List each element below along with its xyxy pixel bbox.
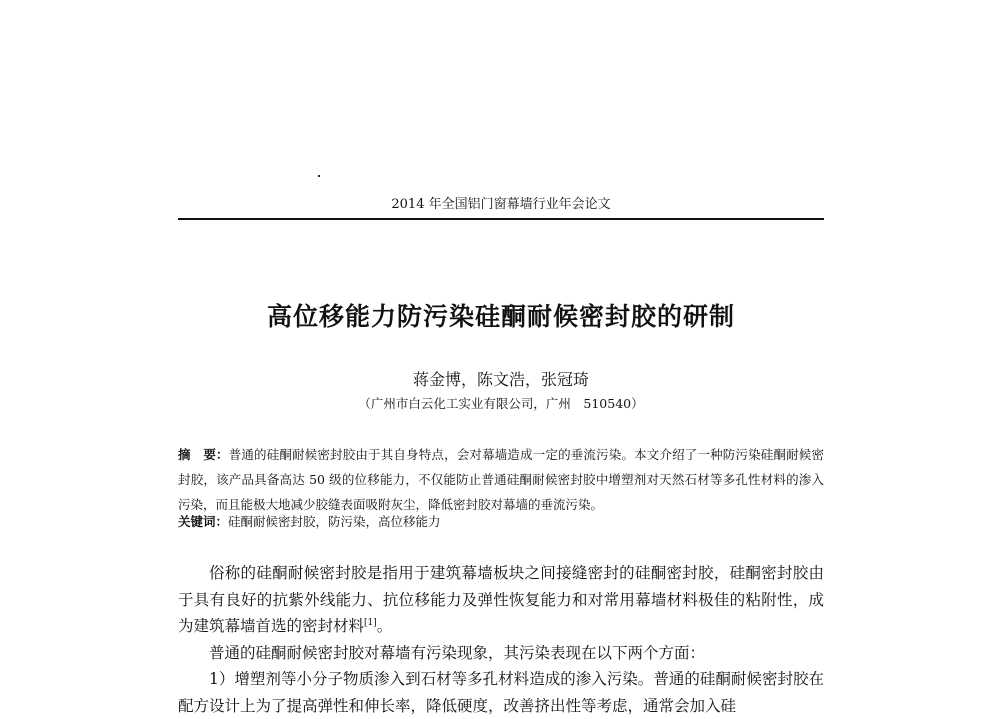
running-header: 2014 年全国铝门窗幕墙行业年会论文 bbox=[391, 197, 611, 212]
header-rule bbox=[178, 218, 824, 220]
body-paragraph-1 bbox=[178, 560, 824, 640]
abstract-label: 摘 要： bbox=[178, 447, 229, 462]
body-paragraph-1-end: 。 bbox=[376, 617, 393, 635]
paper-title: 高位移能力防污染硅酮耐候密封胶的研制 bbox=[266, 302, 735, 331]
paper-authors: 蒋金博，陈文浩，张冠琦 bbox=[412, 370, 589, 389]
body-paragraph-1-text: 俗称的硅酮耐候密封胶是指用于建筑幕墙板块之间接缝密封的硅酮密封胶，硅酮密封胶由于具有良好的抗紫外线能力、抗位移能力及弹性恢复能力和对常用幕墙材料极佳的粘附性，成为建筑幕墙首选的密封材料 bbox=[178, 564, 824, 635]
scan-speck bbox=[318, 175, 320, 177]
abstract bbox=[178, 442, 824, 517]
abstract-text: 普通的硅酮耐候密封胶由于其自身特点，会对幕墙造成一定的垂流污染。本文介绍了一种防污染硅酮耐候密封胶，该产品具备高达 50 级的位移能力，不仅能防止普通硅酮耐候密封胶中增塑剂对天然石材等多孔性材料的渗入污染，而且能极大地减少胶缝表面吸附灰尘，降低密封胶对幕墙的垂流污染。 bbox=[178, 447, 824, 512]
body-paragraph-2: 普通的硅酮耐候密封胶对幕墙有污染现象，其污染表现在以下两个方面： bbox=[209, 643, 706, 662]
keywords bbox=[178, 512, 824, 532]
paper-affiliation: （广州市白云化工实业有限公司，广州 510540） bbox=[358, 396, 644, 411]
body-paragraph-3: 1）增塑剂等小分子物质渗入到石材等多孔材料造成的渗入污染。普通的硅酮耐候密封胶在配方设计上为了提高弹性和伸长率，降低硬度，改善挤出性等考虑，通常会加入硅 bbox=[178, 670, 824, 715]
body-text bbox=[178, 560, 824, 719]
citation-ref: [1] bbox=[364, 617, 377, 628]
keywords-text: 硅酮耐候密封胶，防污染，高位移能力 bbox=[228, 514, 441, 529]
keywords-label: 关键词： bbox=[178, 514, 229, 529]
